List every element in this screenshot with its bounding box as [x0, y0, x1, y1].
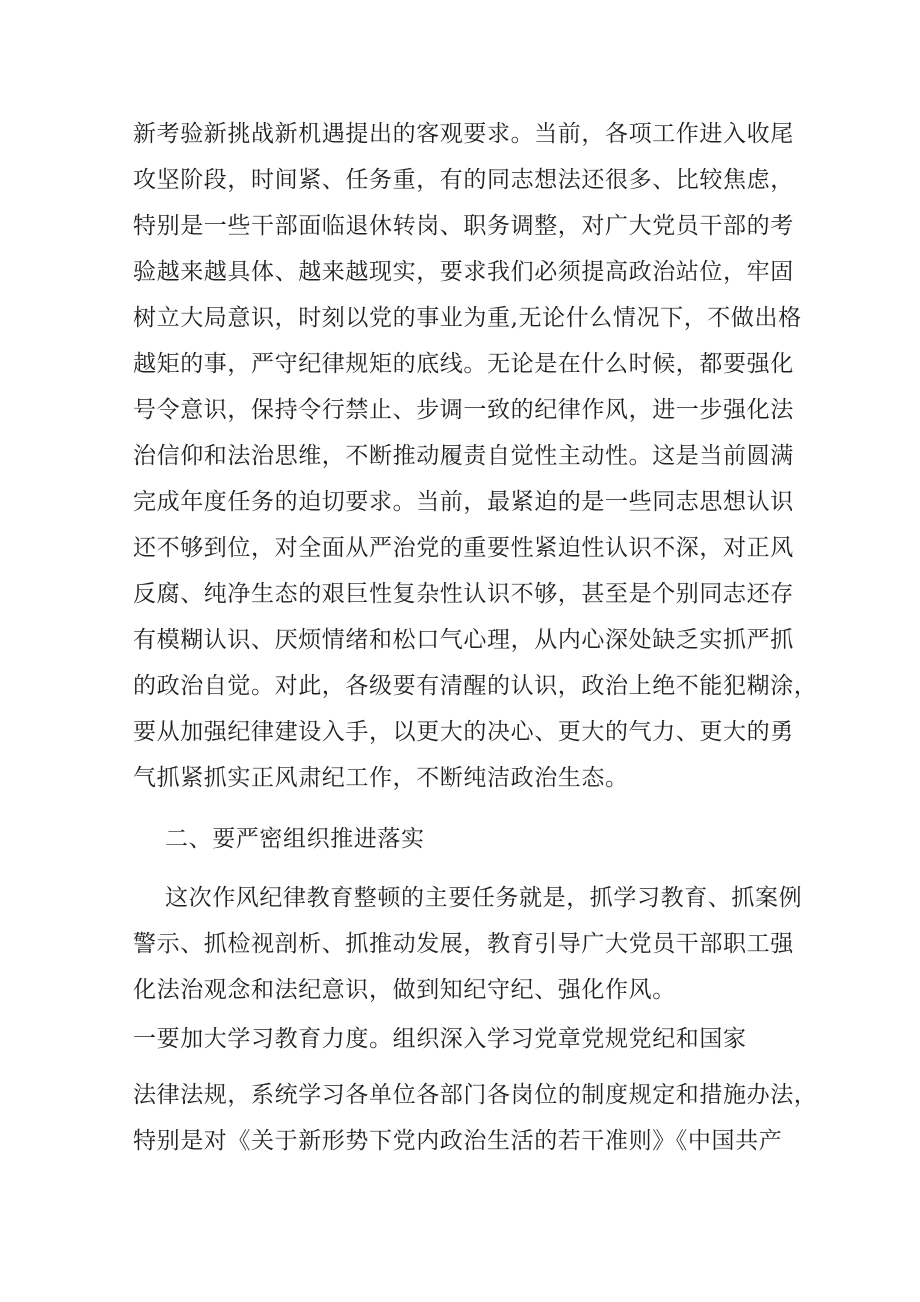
text-line: 化法治观念和法纪意识，做到知纪守纪、强化作风。 [133, 977, 676, 1003]
text-line: 法律法规，系统学习各单位各部门各岗位的制度规定和措施办法， [133, 1082, 818, 1108]
text-line: 树立大局意识，时刻以党的事业为重,无论什么情况下，不做出格 [133, 305, 802, 331]
text-line: 这次作风纪律教育整顿的主要任务就是，抓学习教育、抓案例 [165, 885, 803, 911]
text-line: 号令意识，保持令行禁止、步调一致的纪律作风，进一步强化法 [133, 397, 794, 423]
text-line: 越矩的事，严守纪律规矩的底线。无论是在什么时候，都要强化 [133, 351, 794, 377]
text-line: 新考验新挑战新机遇提出的客观要求。当前，各项工作进入收尾 [133, 121, 794, 147]
text-line: 一要加大学习教育力度。组织深入学习党章党规党纪和国家 [133, 1026, 747, 1052]
text-line: 攻坚阶段，时间紧、任务重，有的同志想法还很多、比较焦虑， [133, 167, 794, 193]
text-line: 反腐、纯净生态的艰巨性复杂性认识不够，甚至是个别同志还存 [133, 581, 794, 607]
text-line: 有模糊认识、厌烦情绪和松口气心理，从内心深处缺乏实抓严抓 [133, 627, 794, 653]
text-line: 警示、抓检视剖析、抓推动发展，教育引导广大党员干部职工强 [133, 931, 794, 957]
text-line: 要从加强纪律建设入手，以更大的决心、更大的气力、更大的勇 [133, 719, 794, 745]
section-heading: 二、要严密组织推进落实 [165, 826, 425, 852]
text-line: 验越来越具体、越来越现实，要求我们必须提高政治站位，牢固 [133, 259, 794, 285]
text-line: 的政治自觉。对此，各级要有清醒的认识，政治上绝不能犯糊涂， [133, 673, 818, 699]
text-line: 完成年度任务的迫切要求。当前，最紧迫的是一些同志思想认识 [133, 489, 794, 515]
text-line: 治信仰和法治思维，不断推动履责自觉性主动性。这是当前圆满 [133, 443, 794, 469]
text-line: 特别是一些干部面临退休转岗、职务调整，对广大党员干部的考 [133, 213, 794, 239]
text-line: 气抓紧抓实正风肃纪工作，不断纯洁政治生态。 [133, 765, 629, 791]
text-line: 特别是对《关于新形势下党内政治生活的若干准则》《中国共产 [133, 1128, 783, 1154]
text-line: 还不够到位，对全面从严治党的重要性紧迫性认识不深，对正风 [133, 535, 794, 561]
